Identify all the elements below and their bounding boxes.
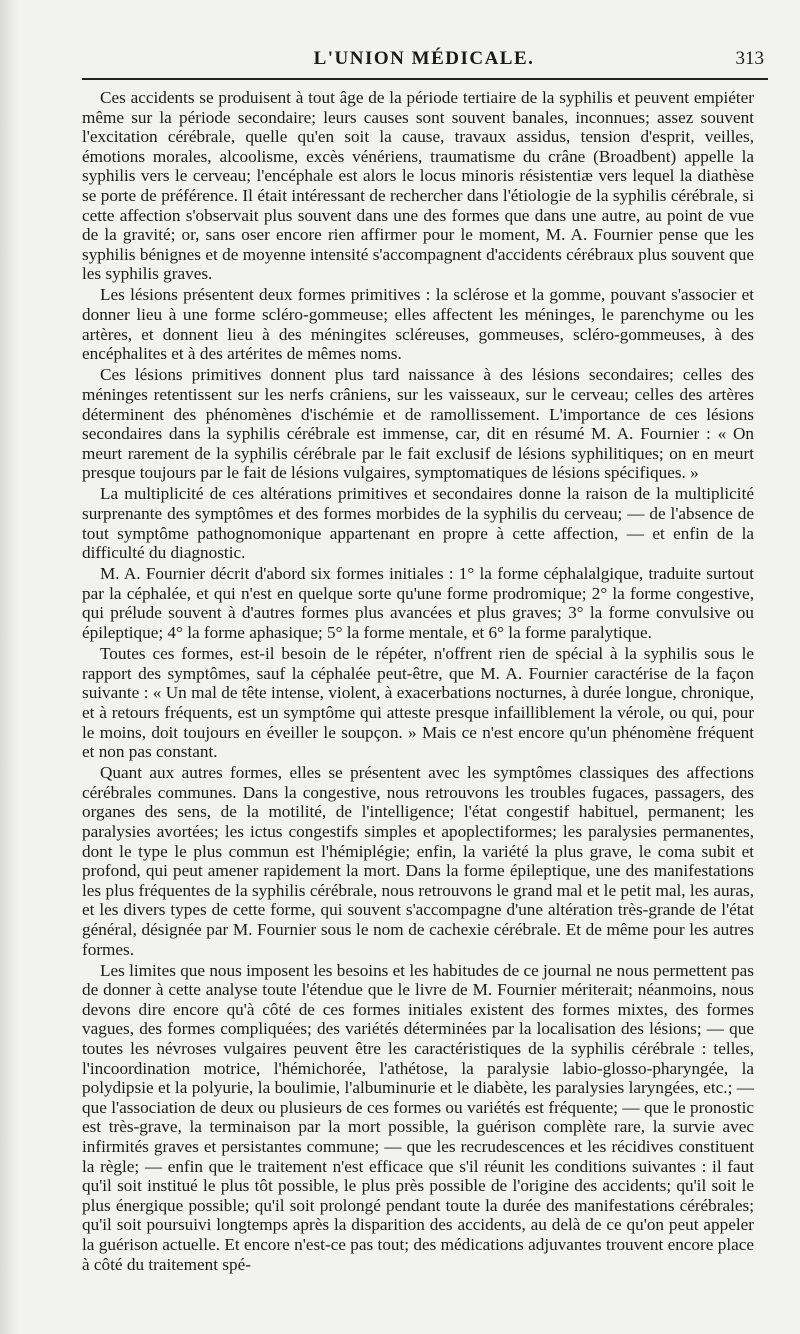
paragraph: La multiplicité de ces altérations primitives et secondaires donne la raison de la multiplicité surprenante des symptômes et des formes morbides de la syphilis du cerveau; — de l'absence de tout symptôme pathognomonique appartenant en propre à cette affection, — et enfin de la difficulté du diagnostic. — [82, 484, 754, 563]
page-number: 313 — [735, 48, 764, 69]
paragraph: Ces lésions primitives donnent plus tard naissance à des lésions secondaires; celles des méninges retentissent sur les nerfs crâniens, sur les vaisseaux, sur le cerveau; celles des artères déterminent des phénomènes d'ischémie et de ramollissement. L'importance de ces lésions secondaires dans la syphilis cérébrale est immense, car, dit en résumé M. A. Fournier : « On meurt rarement de la syphilis cérébrale par le fait exclusif de lésions syphilitiques; on en meurt presque toujours par le fait de lésions vulgaires, symptomatiques de lésions spécifiques. » — [82, 365, 754, 483]
paragraph: Les limites que nous imposent les besoins et les habitudes de ce journal ne nous permettent pas de donner à cette analyse toute l'étendue que le livre de M. Fournier mériterait; néanmoins, nous devons dire encore qu'à côté de ces formes initiales existent des formes mixtes, des formes vagues, des formes compliquées; des variétés déterminées par la localisation des lésions; — que toutes les névroses vulgaires peuvent être les caractéristiques de la syphilis cérébrale : telles, l'incoordination motrice, l'hémichorée, l'athétose, la paralysie labio-glosso-pharyngée, la polydipsie et la polyurie, la boulimie, l'albuminurie et le diabète, les paralysies laryngées, etc.; — que l'association de deux ou plusieurs de ces formes ou variétés est fréquente; — que le pronostic est très-grave, la terminaison par la mort possible, la guérison complète rare, la survie avec infirmités graves et persistantes commune; — que les recrudescences et les récidives constituent la règle; — enfin que le traitement n'est efficace que s'il réunit les conditions suivantes : il faut qu'il soit institué le plus tôt possible, le plus près possible de l'origine des accidents; qu'il soit le plus énergique possible; qu'il soit prolongé pendant toute la durée des manifestations cérébrales; qu'il soit poursuivi longtemps après la disparition des accidents, au delà de ce qu'on peut appeler la guérison actuelle. Et encore n'est-ce pas tout; des médications adjuvantes trouvent encore place à côté du traitement spé- — [82, 960, 754, 1274]
page-header — [80, 44, 768, 74]
header-rule — [82, 78, 768, 80]
running-title: L'UNION MÉDICALE. — [313, 48, 535, 69]
article-body — [82, 88, 754, 1276]
paragraph: Les lésions présentent deux formes primitives : la sclérose et la gomme, pouvant s'associer et donner lieu à une forme scléro-gommeuse; elles affectent les méninges, le parenchyme ou les artères, et donnent lieu à des méningites scléreuses, gommeuses, scléro-gommeuses, à des encéphalites et à des artérites de mêmes noms. — [82, 285, 754, 364]
paragraph: Toutes ces formes, est-il besoin de le répéter, n'offrent rien de spécial à la syphilis sous le rapport des symptômes, sauf la céphalée peut-être, que M. A. Fournier caractérise de la façon suivante : « Un mal de tête intense, violent, à exacerbations nocturnes, à durée longue, chronique, et à retours fréquents, est un symptôme qui atteste presque infailliblement la vérole, ou qui, pour le moins, doit toujours en éveiller le soupçon. » Mais ce n'est encore qu'un phénomène fréquent et non pas constant. — [82, 644, 754, 762]
paragraph: Quant aux autres formes, elles se présentent avec les symptômes classiques des affections cérébrales communes. Dans la congestive, nous retrouvons les troubles fugaces, passagers, des organes des sens, de la motilité, de l'intelligence; l'état congestif habituel, permanent; les paralysies avortées; les ictus congestifs simples et apoplectiformes; les paralysies permanentes, dont le type le plus commun est l'hémiplégie; enfin, la variété la plus grave, le coma subit et profond, qui peut amener rapidement la mort. Dans la forme épileptique, une des manifestations les plus fréquentes de la syphilis cérébrale, nous retrouvons le grand mal et le petit mal, les auras, et les divers types de cette forme, qui souvent s'accompagne d'une altération très-grande de l'état général, désignée par M. Fournier sous le nom de cachexie cérébrale. Et de même pour les autres formes. — [82, 763, 754, 959]
paragraph: Ces accidents se produisent à tout âge de la période tertiaire de la syphilis et peuvent empiéter même sur la période secondaire; leurs causes sont souvent banales, inconnues; assez souvent l'excitation cérébrale, quelle qu'en soit la cause, travaux assidus, tension d'esprit, veilles, émotions morales, alcoolisme, excès vénériens, traumatisme du crâne (Broadbent) appelle la syphilis vers le cerveau; l'encéphale est alors le locus minoris résistentiæ vers lequel la diathèse se porte de préférence. Il était intéressant de rechercher dans l'étiologie de la syphilis cérébrale, si cette affection s'observait plus souvent dans une des formes que dans une autre, au point de vue de la gravité; or, sans oser encore rien affirmer pour le moment, M. A. Fournier pense que les syphilis bénignes et de moyenne intensité s'accompagnent d'accidents cérébraux plus souvent que les syphilis graves. — [82, 88, 754, 284]
paragraph: M. A. Fournier décrit d'abord six formes initiales : 1° la forme céphalalgique, traduite surtout par la céphalée, et qui n'est en quelque sorte qu'une forme prodromique; 2° la forme congestive, qui prélude souvent à d'autres formes plus avancées et plus graves; 3° la forme convulsive ou épileptique; 4° la forme aphasique; 5° la forme mentale, et 6° la forme paralytique. — [82, 564, 754, 643]
